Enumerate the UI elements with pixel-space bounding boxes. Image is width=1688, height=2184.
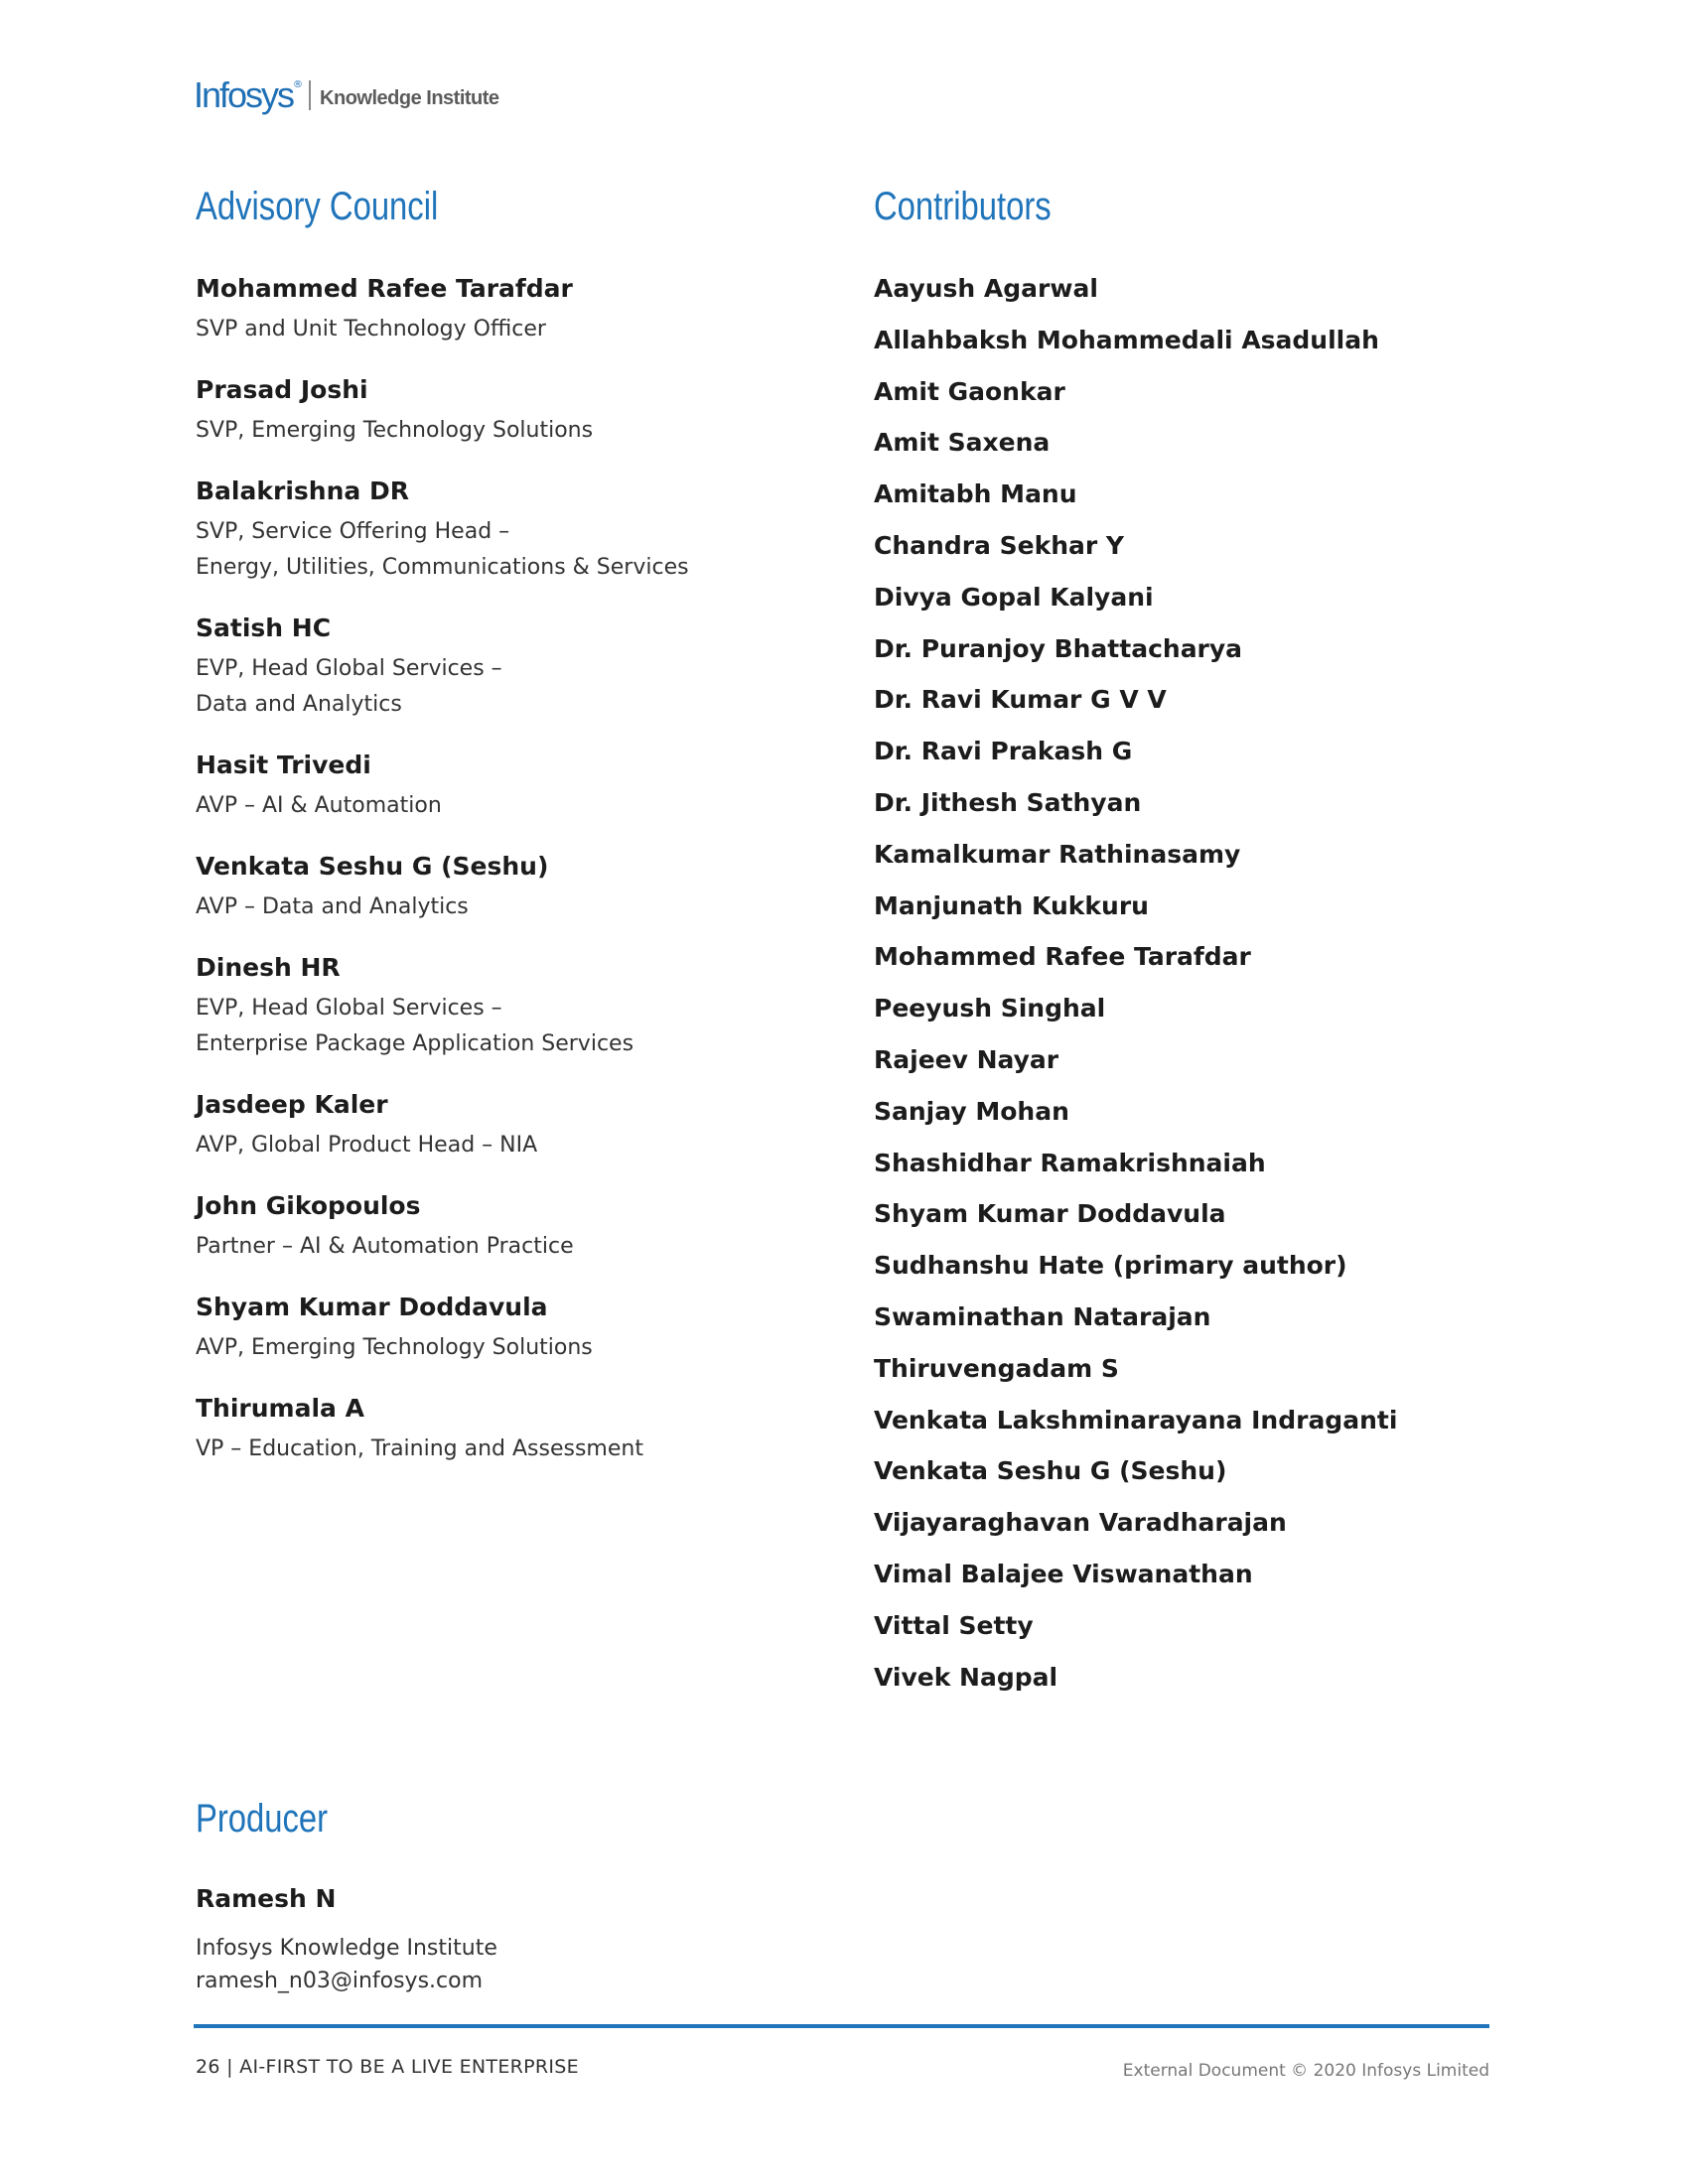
contributor-name: Vivek Nagpal [874,1662,1058,1692]
advisory-member [196,375,831,449]
role-line: AVP, Emerging Technology Solutions [196,1335,593,1360]
role-line: EVP, Head Global Services – [196,656,502,681]
advisory-member-role [196,889,831,925]
advisory-member [196,274,831,347]
contributor-name: Amit Gaonkar [874,376,1065,406]
contributor-name: Manjunath Kukkuru [874,890,1149,920]
contributor-name: Dr. Ravi Prakash G [874,737,1133,766]
contributor-name: Venkata Seshu G (Seshu) [874,1456,1227,1486]
contributor-name: Amitabh Manu [874,479,1077,509]
advisory-member-name: Dinesh HR [196,953,341,982]
contributor-name: Vimal Balajee Viswanathan [874,1559,1253,1588]
contributor-name: Dr. Jithesh Sathyan [874,787,1142,817]
role-line: AVP – AI & Automation [196,793,442,818]
producer-name: Ramesh N [196,1884,337,1913]
contributor-name: Sanjay Mohan [874,1096,1069,1126]
advisory-member-role [196,1432,831,1467]
contributor-name: Kamalkumar Rathinasamy [874,839,1241,869]
contributor-name: Amit Saxena [874,428,1051,458]
advisory-member [196,614,831,723]
advisory-member [196,1090,831,1163]
contributor-name: Chandra Sekhar Y [874,530,1125,560]
contributor-name: Dr. Puranjoy Bhattacharya [874,633,1243,663]
role-line: SVP, Emerging Technology Solutions [196,418,594,443]
contributor-name: Shyam Kumar Doddavula [874,1199,1226,1229]
advisory-member-name: Jasdeep Kaler [196,1090,388,1119]
advisory-member-name: Balakrishna DR [196,477,409,505]
advisory-member-name: Thirumala A [196,1394,364,1423]
role-line: Partner – AI & Automation Practice [196,1234,574,1259]
role-line: AVP – Data and Analytics [196,894,469,919]
role-line: SVP, Service Offering Head – [196,519,510,544]
advisory-member-name: Shyam Kumar Doddavula [196,1293,548,1321]
header-logo [194,75,499,115]
advisory-council-list [196,274,831,1495]
contributors-list [874,274,1589,1713]
contributor-name: Vittal Setty [874,1610,1034,1640]
advisory-member [196,1394,831,1467]
advisory-member-role [196,651,831,723]
contributor-name: Allahbaksh Mohammedali Asadullah [874,325,1379,354]
role-line: VP – Education, Training and Assessment [196,1436,643,1461]
advisory-member [196,1293,831,1366]
advisory-member-role [196,514,831,586]
advisory-member [196,751,831,824]
contributor-name: Vijayaraghavan Varadharajan [874,1508,1287,1538]
contributor-name: Aayush Agarwal [874,274,1098,303]
advisory-member-role [196,991,831,1062]
advisory-member-name: John Gikopoulos [196,1191,421,1220]
advisory-member [196,1191,831,1265]
advisory-member [196,852,831,925]
advisory-member-role [196,413,831,449]
advisory-member-role [196,1330,831,1366]
advisory-member [196,953,831,1062]
role-line: Energy, Utilities, Communications & Services [196,555,689,580]
contributor-name: Peeyush Singhal [874,994,1106,1024]
advisory-member [196,477,831,586]
producer-org: Infosys Knowledge Institute [196,1936,497,1961]
role-line: SVP and Unit Technology Officer [196,317,546,341]
knowledge-institute-label: Knowledge Institute [320,86,499,109]
contributor-name: Sudhanshu Hate (primary author) [874,1251,1347,1281]
role-line: AVP, Global Product Head – NIA [196,1133,538,1158]
advisory-council-title: Advisory Council [196,185,439,228]
advisory-member-name: Satish HC [196,614,332,642]
contributor-name: Swaminathan Natarajan [874,1301,1211,1331]
producer-title: Producer [196,1797,329,1841]
contributor-name: Dr. Ravi Kumar G V V [874,685,1167,715]
advisory-member-role [196,1229,831,1265]
contributor-name: Venkata Lakshminarayana Indraganti [874,1405,1398,1434]
contributor-name: Mohammed Rafee Tarafdar [874,942,1251,972]
advisory-member-name: Prasad Joshi [196,375,368,404]
advisory-member-role [196,1128,831,1163]
footer-divider [194,2024,1489,2028]
producer-email: ramesh_n03@infosys.com [196,1969,484,1993]
footer-copyright: External Document © 2020 Infosys Limited [1122,2061,1489,2081]
contributor-name: Thiruvengadam S [874,1353,1119,1383]
role-line: Enterprise Package Application Services [196,1031,634,1056]
contributors-title: Contributors [874,185,1052,228]
footer-page-label: 26 | AI-FIRST TO BE A LIVE ENTERPRISE [196,2056,579,2078]
logo-divider [309,80,311,110]
infosys-logo: Infosys [194,74,294,115]
advisory-member-name: Mohammed Rafee Tarafdar [196,274,573,303]
role-line: Data and Analytics [196,692,402,717]
role-line: EVP, Head Global Services – [196,996,502,1021]
advisory-member-role [196,788,831,824]
contributor-name: Divya Gopal Kalyani [874,582,1154,612]
contributor-name: Rajeev Nayar [874,1044,1059,1074]
advisory-member-name: Hasit Trivedi [196,751,371,779]
advisory-member-name: Venkata Seshu G (Seshu) [196,852,549,881]
producer-block [196,1884,891,1997]
registered-mark: ® [293,79,304,90]
contributor-name: Shashidhar Ramakrishnaiah [874,1148,1266,1177]
advisory-member-role [196,312,831,347]
